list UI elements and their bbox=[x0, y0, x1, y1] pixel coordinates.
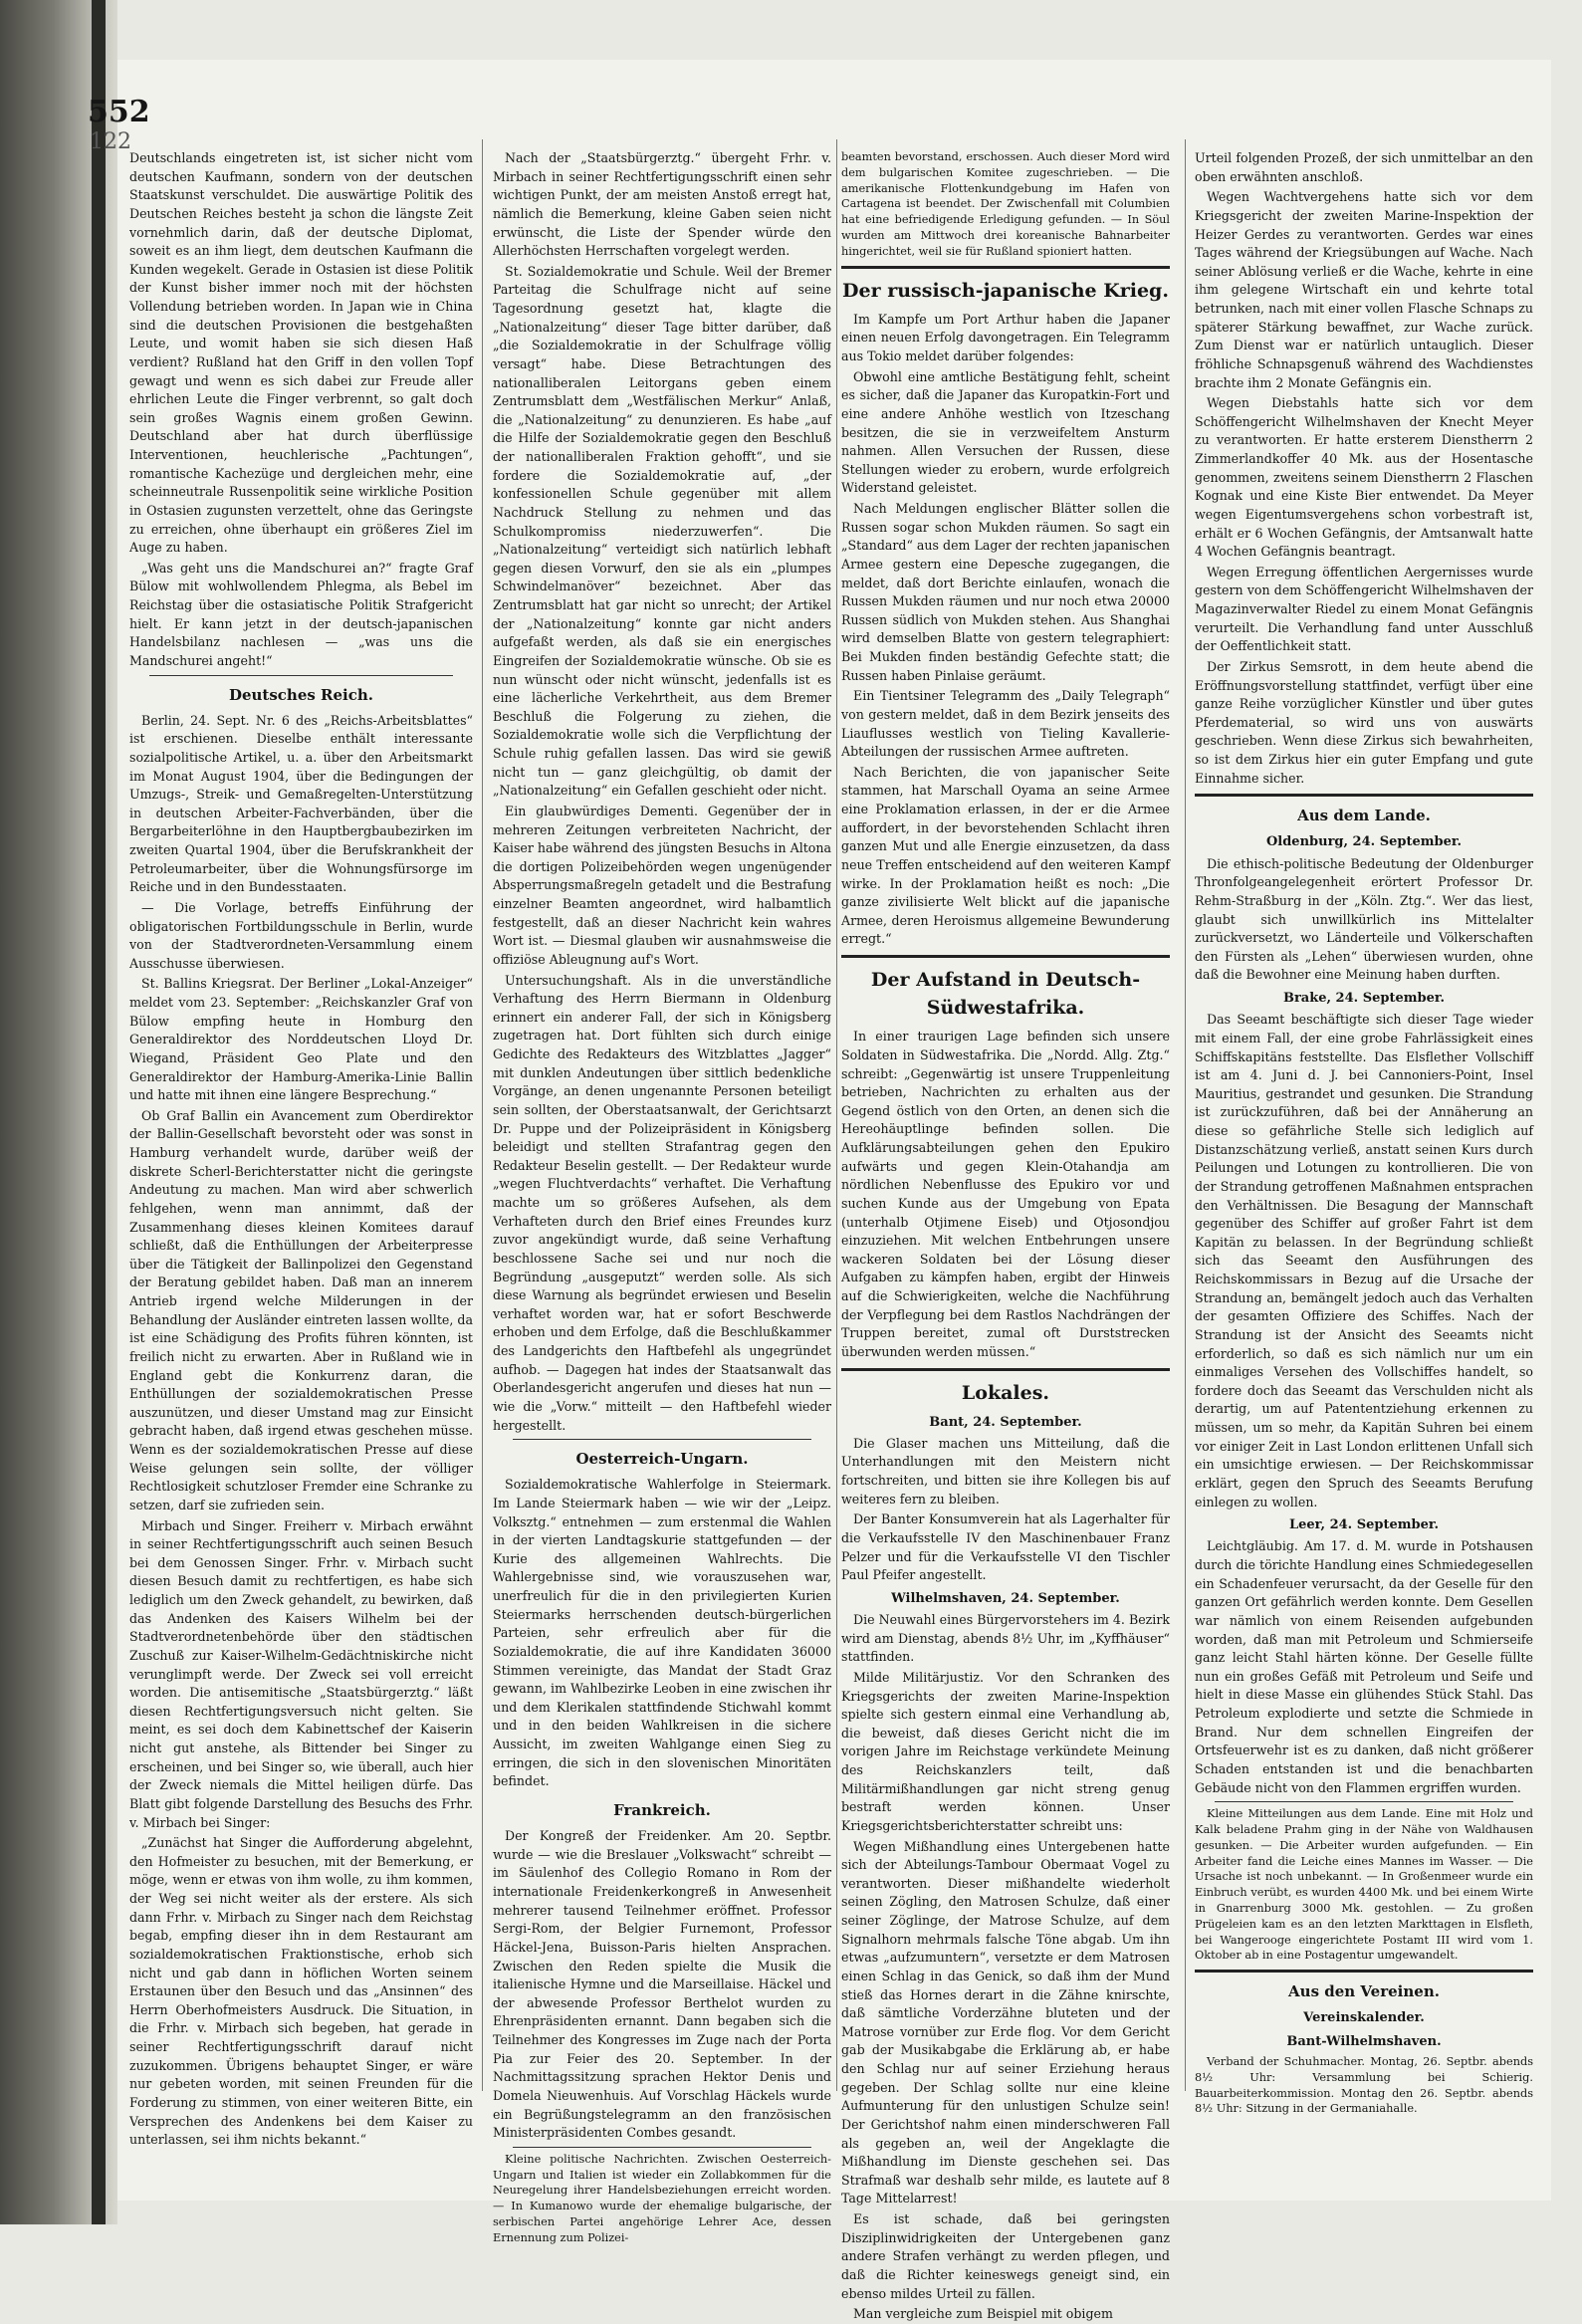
column-3 bbox=[841, 149, 1170, 2322]
article-text: Obwohl eine amtliche Bestätigung fehlt, scheint es sicher, daß die Japaner das Kuropatkin-Fort und eine andere Anhöhe westlich von Itzeschang besitzen, die sie in verzweifeltem Ansturm nahmen. Allen Versuchen der Russen, diese Stellungen wieder zu erobern, wurde erfolgreich Widerstand geleistet. bbox=[841, 368, 1170, 496]
column-1 bbox=[129, 149, 473, 2148]
article-text: In einer traurigen Lage befinden sich unsere Soldaten in Südwestafrika. Die „Nordd. Allg. Ztg.“ schreibt: „Gegenwärtig ist unsere Truppenleitung betrieben, Nachrichten zu erhalten aus der Gegend östlich von den Orten, an denen sich die Hereohäuptlinge befinden sollen. Die Aufklärungsabteilungen gehen den Epukiro aufwärts und gegen Klein-Otahandja am nördlichen Nebenflusse des Epukiro vor und suchen Kunde aus der Umgebung von Epata (unterhalb Otjimene Eiseb) und Otjosondjou einzuziehen. Mit welchen Entbehrungen unsere wackeren Soldaten bei der Lösung dieser Aufgaben zu kämpfen haben, ergibt der Hinweis auf die Schwierigkeiten, welche die Nachführung der Verpflegung bei dem Rastlos Nachdrängen der Truppen bereitet, zumal oft Durststrecken überwunden werden müssen.“ bbox=[841, 1029, 1170, 1359]
article-text: Die Neuwahl eines Bürgervorstehers im 4. Bezirk wird am Dienstag, abends 8½ Uhr, im „Kyffhäuser“ stattfinden. bbox=[841, 1612, 1170, 1665]
dateline: Leer, 24. September. bbox=[1288, 1517, 1440, 1533]
article-text: Wegen Erregung öffentlichen Aergernisses wurde gestern von dem Schöffengericht Wilhelmshaven der Magazinverwalter Riedel zu einem Monat Gefängnis verurteilt. Die Verhandlung fand unter Ausschluß der Oeffentlichkeit statt. bbox=[1195, 564, 1533, 654]
subheading: Vereinskalender. bbox=[1303, 2010, 1425, 2026]
article-text: Ein glaubwürdiges Dementi. Gegenüber der in mehreren Zeitungen verbreiteten Nachricht, der Kaiser habe während des jüngsten Besuchs in Altona die dortigen Polizeibehörden wegen ungenügender Absperrungsmaßregeln getadelt und die Bestrafung einzelner Beamten angeordnet, wird halbamtlich festgestellt, daß an dieser Nachricht kein wahres Wort ist. — Diesmal glauben wir ausnahmsweise die offiziöse Ableugnung auf's Wort. bbox=[493, 803, 831, 967]
article-text: Berlin, 24. Sept. Nr. 6 des „Reichs-Arbeitsblattes“ ist erschienen. Dieselbe enthält interessante sozialpolitische Artikel, u. a. über den Arbeitsmarkt im Monat August 1904, über die Bedingungen der Umzugs-, Streik- und Gemaßregelten-Unterstützung in deutschen Arbeiter-Fachverbänden, über die Bergarbeiterlöhne in den Hauptbergbaubezirken im zweiten Quartal 1904, über die Berufskrankheit der Petroleumarbeiter, über die Wohnungsfürsorge im Reiche und in den Bundesstaaten. bbox=[129, 712, 473, 895]
dateline: Bant, 24. September. bbox=[929, 1414, 1082, 1430]
divider bbox=[1195, 1970, 1533, 1973]
article-text: „Zunächst hat Singer die Aufforderung abgelehnt, den Hofmeister zu besuchen, mit der Bemerkung, er möge, wenn er etwas von ihm wolle, zu ihm kommen, der Weg sei nicht weiter als der erstere. Als sich dann Frhr. v. Mirbach zu Singer nach dem Reichstag begab, empfing dieser ihn in dem Restaurant am sozialdemokratischen Fraktionstische, erhob sich nicht und gab dann in höflichen Worten seinem Erstaunen über den Besuch und das „Ansinnen“ des Herrn Oberhofmeisters Ausdruck. Die Situation, in die Frhr. v. Mirbach sich begeben, hat gerade in seiner Rechtfertigungsschrift darauf nicht zuzukommen. Übrigens behauptet Singer, er wäre nur gebeten worden, mit seinen Freunden für die Forderung zu stimmen, von einer weiteren Bitte, ein Versprechen des Andenkens bei dem Kaiser zu unterlassen, sei ihm nichts bekannt.“ bbox=[129, 1835, 473, 2148]
article-text: Die Glaser machen uns Mitteilung, daß die Unterhandlungen mit den Meistern nicht fortschreiten, und bitten sie ihre Kollegen bis auf weiteres fern zu bleiben. bbox=[841, 1435, 1170, 1507]
article-text: Ein Tientsiner Telegramm des „Daily Telegraph“ von gestern meldet, daß in dem Bezirk jenseits des Liauflusses westlich von Tieling Kavallerie-Abteilungen der russischen Armee auftreten. bbox=[841, 688, 1170, 760]
article-text: Der Zirkus Semsrott, in dem heute abend die Eröffnungsvorstellung stattfindet, verfügt über eine ganze Reihe vorzüglicher Künstler und über gutes Pferdematerial, so wird uns von auswärts geschrieben. Wenn diese Zirkus sich bewahrheiten, so ist dem Zirkus hier ein guter Empfang und gute Einnahme sicher. bbox=[1195, 658, 1533, 786]
handwritten-number: 122 bbox=[90, 129, 131, 154]
section-heading: Der russisch-japanische Krieg. bbox=[842, 279, 1169, 302]
article-text: Ob Graf Ballin ein Avancement zum Oberdirektor der Ballin-Gesellschaft bevorsteht oder was sonst in Hamburg verhandelt wurde, darüber weiß der diskrete Scherl-Berichterstatter nicht die geringste Andeutung zu machen. Man wird aber schwerlich fehlgehen, wenn man annimmt, daß der Zusammenhang dieses kleinen Komitees darauf schließt, daß die Enthüllungen der Arbeiterpresse über die Tätigkeit der Ballinpolizei den Gegenstand der Beratung gebildet haben. Daß man an innerem Antrieb irgend welche Milderungen in der Behandlung der Ausländer eintreten lassen wollte, da ist eine Schädigung des Profits führen könnten, ist freilich nicht zu erwarten. Aber in Rußland wie in England gebt die Konkurrenz daran, die Enthüllungen der sozialdemokratischen Presse auszunützen, und dieser Umstand mag zur Einsicht gebracht haben, daß irgend etwas geschehen müsse. Wenn es der sozialdemokratischen Presse auf diese Weise gelungen sein sollte, der völliger Rechtlosigkeit schutzloser Fremder eine Schranke zu setzen, darf sie zufrieden sein. bbox=[129, 1107, 473, 1512]
section-heading: Frankreich. bbox=[613, 1800, 711, 1819]
section-heading: Deutsches Reich. bbox=[228, 685, 374, 704]
article-text: Wegen Mißhandlung eines Untergebenen hatte sich der Abteilungs-Tambour Obermaat Vogel zu verantworten. Dieser mißhandelte wiederholt seinen Zögling, den Matrosen Schulze, daß einer seiner Zöglinge, der Matrose Schulze, auf dem Signalhorn mehrmals falsche Töne abgab. Um ihn etwas „aufzumuntern“, versetzte er dem Matrosen einen Schlag in das Genick, so daß ihm der Mund stieß das Hornes derart in die Zähne knirschte, daß sämtliche Vorderzähne bluteten und der Matrose vornüber zur Erde flog. Vor dem Gericht gab der Musikabgabe die Erklärung ab, er habe den Schlag nur auf seiner Erziehung heraus gegeben. Der Schlag sollte nur eine kleine Aufmunterung für den unlustigen Schulze sein! Der Gerichtshof nahm einen minderschweren Fall als gegeben an, weil der Angeklagte die Mißhandlung im Dienste geschehen sei. Das Strafmaß war deshalb sehr milde, es lautete auf 8 Tage Mittelarrest! bbox=[841, 1838, 1170, 2207]
divider bbox=[1195, 794, 1533, 797]
article-text: Die ethisch-politische Bedeutung der Oldenburger Thronfolgeangelegenheit erörtert Professor Dr. Rehm-Straßburg in der „Köln. Ztg.“. Wer das liest, glaubt sich unwillkürlich ins Mittelalter zurückversetzt, wo Länderteile und Völkerschaften den Fürsten als „Lehen“ überwiesen wurden, ohne daß die Bewohner eine Meinung haben durften. bbox=[1195, 855, 1533, 983]
article-text: Man vergleiche zum Beispiel mit obigem bbox=[853, 2306, 1113, 2322]
dateline: Brake, 24. September. bbox=[1282, 991, 1446, 1007]
article-text: Deutschlands eingetreten ist, ist sicher nicht vom deutschen Kaufmann, sondern von der deutschen Staatskunst verschuldet. Die auswärtige Politik des Deutschen Reiches besteht ja schon die längste Zeit vornehmlich darin, daß der deutsche Diplomat, soweit es an ihm liegt, dem deutschen Kaufmann die Kunden wegekelt. Gerade in Ostasien ist diese Politik der Kunst bisher immer noch mit der höchsten Vollendung betrieben worden. In Japan wie in China sind die deutschen Provisionen die bestgehaßten Leute, und womit haben sie sich diesen Haß verdient? Rußland hat den Griff in den vollen Topf gewagt und wenn es sich dabei zur Freude aller ehrlichen Leute die Finger verbrennt, so galt doch sein großes Wagnis einem großen Gewinn. Deutschland aber hat durch überflüssige Interventionen, heuchlerische „Pachtungen“, romantische Kachezüge und dergleichen mehr, eine scheinneutrale Russenpolitik seine wirkliche Position in Ostasien zugunsten verzettelt, ohne das Geringste zu erreichen, ohne überhaupt ein größeres Ziel im Auge zu haben. bbox=[129, 150, 473, 556]
article-text: Leichtgläubig. Am 17. d. M. wurde in Potshausen durch die törichte Handlung eines Schmiedegesellen ein Schadenfeuer verursacht, da der Geselle für den ganzen Ort gefährlich werden konnte. Dem Gesellen war nämlich von einem Reisenden aufgebunden worden, daß man mit Petroleum und Schmierseife ganz leicht Stahl härten könne. Der Geselle füllte nun ein großes Gefäß mit Petroleum und Seife und hielt in diese Masse ein glühendes Stück Stahl. Das Petroleum explodierte und setzte die Schmiede in Brand. Nur dem schnellen Eingreifen der Ortsfeuerwehr ist es zu danken, daß nicht größerer Schaden entstanden ist und die benachbarten Gebäude nicht von den Flammen ergriffen wurden. bbox=[1195, 1538, 1533, 1795]
article-text: Nach Berichten, die von japanischer Seite stammen, hat Marschall Oyama an seine Armee eine Proklamation erlassen, in der er die Armee auffordert, in der bevorstehenden Schlacht ihren ganzen Mut und alle Energie einzusetzen, da dass neue Treffen entscheidend auf den weiteren Kampf wirke. In der Proklamation heißt es noch: „Die ganze zivilisierte Welt blickt auf die japanische Armee, deren Heroismus allgemeine Bewunderung erregt.“ bbox=[841, 764, 1170, 947]
divider bbox=[841, 955, 1170, 958]
divider bbox=[513, 1439, 811, 1440]
binding-gutter bbox=[92, 0, 106, 2224]
book-binding bbox=[0, 0, 117, 2224]
article-text: Das Seeamt beschäftigte sich dieser Tage wieder mit einem Fall, der eine grobe Fahrlässigkeit eines Schiffskapitäns feststellte. Das Elsflether Vollschiff ist am 4. Juni d. J. bei Cannoniers-Point, Insel Mauritius, gestrandet und gesunken. Die Strandung ist zurückzuführen, daß bei der Annäherung an diese so gefährliche Stelle sich lediglich auf Distanzschätzung verließ, anstatt seinen Kurs durch Peilungen und Lotungen zu kontrollieren. Die von der Strandung getroffenen Maßnahmen entsprachen den Verhältnissen. Die Besagung der Mannschaft gegenüber des Schiffer auf großer Fahrt ist dem Kapitän zu belassen. In der Begründung schließt sich das Seeamt den Ausführungen des Reichskommissars in Bezug auf die Ursache der Strandung an, bemängelt jedoch auch das Verhalten der gesamten Offiziere des Schiffes. Nach der Strandung ist der Ansicht des Seeamts nicht erforderlich, so daß es sich nämlich nur um ein einmaliges Versehen des Vollschiffes handelt, so fordere doch das Seeamt das Verschulden nicht als derartig, um auf Patententziehung erkennen zu müssen, um so mehr, da Kapitän Suhren bei einem vor einiger Zeit in Last London erlittenen Unfall sich ein umsichtige erwiesen. — Der Reichskommissar erklärt, gegen den Spruch des Seeamts Berufung einlegen zu wollen. bbox=[1195, 1012, 1533, 1510]
dateline: Oldenburg, 24. September. bbox=[1265, 834, 1463, 850]
column-rule-1 bbox=[482, 139, 483, 2091]
column-4 bbox=[1195, 149, 1533, 2116]
article-text: Verband der Schuhmacher. Montag, 26. Septbr. abends 8½ Uhr: Versammlung bei Schierig. Bauarbeiterkommission. Montag den 26. Septbr. abends 8½ Uhr: Sitzung in der Germaniahalle. bbox=[1195, 2054, 1533, 2116]
dateline: Wilhelmshaven, 24. September. bbox=[891, 1590, 1120, 1606]
article-text: beamten bevorstand, erschossen. Auch dieser Mord wird dem bulgarischen Komitee zugeschrieben. — Die amerikanische Flottenkundgebung im Hafen von Cartagena ist beendet. Der Zwischenfall mit Columbien hat eine befriedigende Erledigung gefunden. — In Söul wurden am Mittwoch drei koreanische Bahnarbeiter hingerichtet, weil sie für Rußland spioniert hatten. bbox=[841, 150, 1170, 258]
section-heading: Lokales. bbox=[961, 1381, 1050, 1404]
article-text: Sozialdemokratische Wahlerfolge in Steiermark. Im Lande Steiermark haben — wie wir der „Leipz. Volksztg.“ entnehmen — zum erstenmal die Wahlen in der vierten Landtagskurie stattgefunden — der Kurie des allgemeinen Wahlrechts. Die Wahlergebnisse sind, wie vorauszusehen war, unerfreulich für die in den privilegierten Kurien Steiermarks herrschenden deutsch-bürgerlichen Parteien, sehr erfreulich aber für die Sozialdemokratie, die auf ihre Kandidaten 36000 Stimmen vereinigte, das Mandat der Stadt Graz gewann, im Wahlbezirke Leoben in eine zwischen ihr und dem Klerikalen stattfindende Stichwahl kommt und in den beiden Wahlkreisen in die sichere Aussicht, im zweiten Wahlgange einen Sieg zu erringen, die sich in den slovenischen Minoritäten befindet. bbox=[493, 1477, 831, 1789]
page-number: 552 bbox=[88, 95, 150, 129]
article-text: Nach Meldungen englischer Blätter sollen die Russen sogar schon Mukden räumen. So sagt ein „Standard“ aus dem Lager der rechten japanischen Armee gestern eine Depesche zugegangen, die meldet, daß dort Berichte einlaufen, wonach die Russen Mukden räumen und nur noch etwa 20000 Russen südlich von Mukden stehen. Aus Shanghai wird demselben Blatte von gestern telegraphiert: Bei Mukden finden beständig Gefechte statt; die Russen haben Pinlaise geräumt. bbox=[841, 501, 1170, 683]
article-text: Nach der „Staatsbürgerztg.“ übergeht Frhr. v. Mirbach in seiner Rechtfertigungsschrift einen sehr wichtigen Punkt, der am meisten Anstoß erregt hat, nämlich die Bemerkung, kleine Gaben seien nicht erwünscht, die Liste der Spender würde den Allerhöchsten Herrschaften vorgelegt werden. bbox=[493, 150, 831, 259]
dateline: Bant-Wilhelmshaven. bbox=[1286, 2033, 1442, 2049]
article-text: Urteil folgenden Prozeß, der sich unmittelbar an den oben erwähnten anschloß. bbox=[1195, 150, 1533, 184]
column-rule-3 bbox=[1185, 139, 1186, 2091]
article-text: Im Kampfe um Port Arthur haben die Japaner einen neuen Erfolg davongetragen. Ein Telegramm aus Tokio meldet darüber folgendes: bbox=[841, 311, 1170, 364]
article-text: Wegen Diebstahls hatte sich vor dem Schöffengericht Wilhelmshaven der Knecht Meyer zu verantworten. Er hatte ersterem Dienstherrn 2 Zimmerlandkoffer 40 Mk. aus der Hosentasche genommen, zweitens seinem Dienstherrn 2 Flaschen Kognak und eine Kiste Bier entwendet. Da Meyer wegen Eigentumsvergehens schon vorbestraft ist, erhält er 6 Wochen Gefängnis, der Amtsanwalt hatte 4 Wochen Gefängnis beantragt. bbox=[1195, 395, 1533, 560]
section-heading: Aus den Vereinen. bbox=[1288, 1982, 1440, 2001]
article-text: Es ist schade, daß bei geringsten Disziplinwidrigkeiten der Untergebenen ganz andere Strafen verhängt zu werden pflegen, und daß die Richter keineswegs geneigt sind, ein ebenso mildes Urteil zu fällen. bbox=[841, 2211, 1170, 2301]
section-heading: Der Aufstand in Deutsch-Südwestafrika. bbox=[870, 969, 1141, 1020]
article-text: Milde Militärjustiz. Vor den Schranken des Kriegsgerichts der zweiten Marine-Inspektion spielte sich gestern einmal eine Verhandlung ab, die beweist, daß dieses Gericht nicht die im vorigen Jahre im Reichstage verkündete Meinung des Reichskanzlers teilt, daß Militärmißhandlungen gar nicht streng genug bestraft werden können. Unser Kriegsgerichtsberichterstatter schreibt uns: bbox=[841, 1669, 1170, 1833]
divider bbox=[1215, 1801, 1513, 1802]
article-text: Mirbach und Singer. Freiherr v. Mirbach erwähnt in seiner Rechtfertigungsschrift auch seinen Besuch bei dem Genossen Singer. Frhr. v. Mirbach sucht diesen Besuch damit zu rechtfertigen, es habe sich lediglich um den Zweck gehandelt, zu bewirken, daß das Andenken des Kaisers Wilhelm bei der Stadtverordnetenbehörde über den städtischen Zuschuß zur Kaiser-Wilhelm-Gedächtniskirche nicht verunglimpft werde. Der Zweck sei voll erreicht worden. Die antisemitische „Staatsbürgerztg.“ läßt diesen Rechtfertigungsversuch nicht gelten. Sie meint, es sei doch dem Kabinettschef der Kaiserin nicht gut anstehe, als Bittender bei Singer zu erscheinen, und bei Singer so, wie überall, auch hier der Zweck niemals die Mittel heiligen dürfe. Das Blatt gibt folgende Darstellung des Besuchs des Frhr. v. Mirbach bei Singer: bbox=[129, 1517, 473, 1830]
article-text: — Die Vorlage, betreffs Einführung der obligatorischen Fortbildungsschule in Berlin, wurde von der Stadtverordneten-Versammlung einem Ausschusse überwiesen. bbox=[129, 899, 473, 971]
article-text: St. Ballins Kriegsrat. Der Berliner „Lokal-Anzeiger“ meldet vom 23. September: „Reichskanzler Graf von Bülow empfing heute in Homburg den Generaldirektor des Norddeutschen Lloyd Dr. Wiegand, Präsident Geo Plate und den Generaldirektor der Hamburg-Amerika-Linie Ballin und hatte mit ihnen eine längere Besprechung.“ bbox=[129, 976, 473, 1103]
section-heading: Oesterreich-Ungarn. bbox=[575, 1450, 749, 1469]
column-rule-2 bbox=[836, 139, 837, 2091]
article-text: Kleine Mitteilungen aus dem Lande. Eine mit Holz und Kalk beladene Prahm ging in der Nähe von Waldhausen gesunken. — Die Arbeiter wurden aufgefunden. — Ein Arbeiter fand die Leiche eines Mannes im Wasser. — Die Ursache ist noch unbekannt. — In Großenmeer wurde ein Einbruch verübt, es wurden 4400 Mk. und bei einem Wirte in Gnarrenburg 3000 Mk. gestohlen. — Zu großen Prügeleien kam es an den letzten Markttagen in Elsfleth, bei Wangerooge eingerichtete Postamt III wird vom 1. Oktober ab in eine Postagentur umgewandelt. bbox=[1195, 1807, 1533, 1963]
article-text: „Was geht uns die Mandschurei an?“ fragte Graf Bülow mit wohlwollendem Phlegma, als Bebel im Reichstag über die ostasiatische Politik Strafgericht hielt. Er kann jetzt in der deutsch-japanischen Handelsbilanz nachlesen — „was uns die Mandschurei angeht!“ bbox=[129, 560, 473, 668]
divider bbox=[513, 2147, 811, 2148]
article-text: Untersuchungshaft. Als in die unverständliche Verhaftung des Herrn Biermann in Oldenburg erinnert ein anderer Fall, der sich in Königsberg zugetragen hat. Dort fühlten sich durch einige Gedichte des Redakteurs des Witzblattes „Jagger“ mit dunklen Andeutungen über sittlich bedenkliche Vorgänge, an denen ungenannte Personen beteiligt sein sollten, der Oberstaatsanwalt, der Gerichtsarzt Dr. Puppe und der Polizeipräsident in Königsberg beleidigt und stellten Strafantrag gegen den Redakteur Beselin gestellt. — Der Redakteur wurde „wegen Fluchtverdachts“ verhaftet. Die Verhaftung machte um so größeres Aufsehen, als dem Verhafteten durch den Brief eines Freundes kurz zuvor angekündigt wurde, daß seine Verhaftung beschlossene Sache sei und nur noch die Begründung „ausgeputzt“ werden solle. Als sich diese Warnung als begründet erwiesen und Beselin verhaftet worden war, hat er sofort Beschwerde erhoben und dem Erfolge, daß die Beschlußkammer des Landgerichts den Haftbefehl als ungegründet aufhob. — Dagegen hat indes der Staatsanwalt das Oberlandesgericht angerufen und dieses hat nun — wie die „Vorw.“ mitteilt — den Haftbefehl wieder hergestellt. bbox=[493, 972, 831, 1433]
article-text: Der Banter Konsumverein hat als Lagerhalter für die Verkaufsstelle IV den Maschinenbauer Franz Pelzer und für die Verkaufsstelle VI den Tischler Paul Pfeifer angestellt. bbox=[841, 1511, 1170, 1583]
section-heading: Aus dem Lande. bbox=[1297, 807, 1431, 825]
divider bbox=[149, 675, 453, 676]
article-text: Der Kongreß der Freidenker. Am 20. Septbr. wurde — wie die Breslauer „Volkswacht“ schreibt — im Säulenhof des Collegio Romano in Rom der internationale Freidenkerkongreß in Anwesenheit mehrerer tausend Teilnehmer eröffnet. Professor Sergi-Rom, der Belgier Furnemont, Professor Häckel-Jena, Buisson-Paris hielten Ansprachen. Zwischen den Reden spielte die Musik die italienische Hymne und die Marseillaise. Häckel und der abwesende Professor Berthelot wurden zu Ehrenpräsidenten ernannt. Dann begaben sich die Teilnehmer des Kongresses im Zuge nach der Porta Pia zur Feier des 20. September. In der Nachmittagssitzung sprachen Hektor Denis und Domela Nieuwenhuis. Auf Vorschlag Häckels wurde ein Begrüßungstelegramm an den französischen Ministerpräsidenten Combes gesandt. bbox=[493, 1828, 831, 2141]
divider bbox=[841, 266, 1170, 269]
article-text: Wegen Wachtvergehens hatte sich vor dem Kriegsgericht der zweiten Marine-Inspektion der Heizer Gerdes zu verantworten. Gerdes war eines Tages während der Kriegsübungen auf Wache. Nach seiner Ablösung verließ er die Wache, kehrte in eine ihm gelegene Wirtschaft ein und kehrte total betrunken, nach mit einer vollen Flasche Schnaps zu späterer Stärkung bewaffnet, zur Wache zurück. Zum Dienst war er natürlich untauglich. Dieser fröhliche Schnapsgenuß während des Wachdienstes brachte ihm 2 Monate Gefängnis ein. bbox=[1195, 189, 1533, 390]
article-text: Kleine politische Nachrichten. Zwischen Oesterreich-Ungarn und Italien ist wieder ein Zollabkommen für die Neuregelung ihrer Handelsbeziehungen erreicht worden. — In Kumanowo wurde der ehemalige bulgarische, der serbischen Partei angehörige Lehrer Ace, dessen Ernennung zum Polizei- bbox=[493, 2152, 831, 2244]
divider bbox=[841, 1368, 1170, 1371]
column-2 bbox=[493, 149, 831, 2244]
article-text: St. Sozialdemokratie und Schule. Weil der Bremer Parteitag die Schulfrage nicht auf seine Tagesordnung gesetzt hat, klagte die „Nationalzeitung“ dieser Tage bitter darüber, daß „die Sozialdemokratie in der Schulfrage völlig versagt“ habe. Diese Betrachtungen des nationalliberalen Leitorgans geben einem Zentrumsblatt dem „Westfälischen Merkur“ Anlaß, die „Nationalzeitung“ zu denunzieren. Es habe „auf die Hilfe der Sozialdemokratie gegen den Beschluß der nationalliberalen Fraktion gehofft“, und sie fordere die Sozialdemokratie auf, „der konfessionellen Schule gegenüber mit allem Nachdruck Stellung zu nehmen und das Schulkompromiss niederzuwerfen“. Die „Nationalzeitung“ verteidigt sich natürlich lebhaft gegen diesen Vorwurf, den sie als ein „plumpes Schwindelmanöver“ bezeichnet. Aber das Zentrumsblatt hat gar nicht so unrecht; der Artikel der „Nationalzeitung“ konnte gar nicht anders aufgefaßt werden, als daß sie ein energisches Eingreifen der Sozialdemokratie wünsche. Ob sie es nun wünscht oder nicht wünscht, jedenfalls ist es eine lächerliche Verkehrtheit, aus dem Bremer Beschluß die Folgerung zu ziehen, die Sozialdemokratie wolle sich die Verpflichtung der Schule ruhig gefallen lassen. Das wird sie gewiß nicht tun — ganz gleichgültig, ob damit der „Nationalzeitung“ ein Gefallen geschieht oder nicht. bbox=[493, 263, 831, 799]
